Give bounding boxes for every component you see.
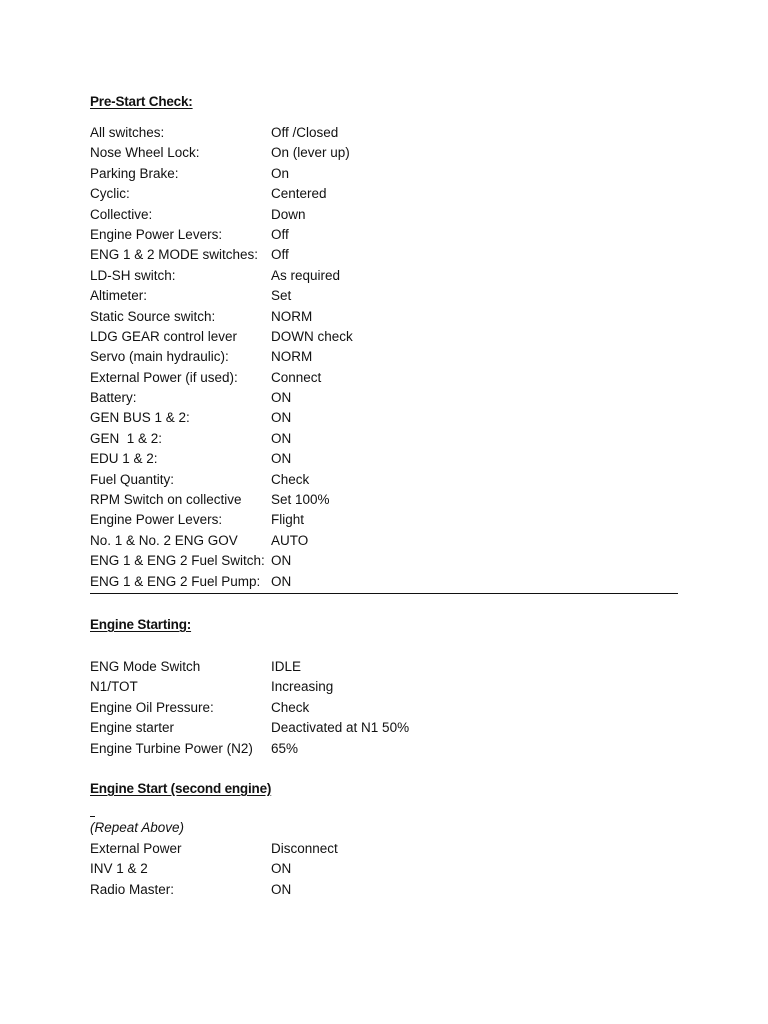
row-label: Engine Power Levers: <box>90 226 223 242</box>
checklist-row <box>90 327 680 347</box>
second-engine-list <box>90 839 680 900</box>
checklist-row <box>90 286 680 306</box>
row-value: Increasing <box>271 679 334 695</box>
row-label: LDG GEAR control lever <box>90 328 238 344</box>
row-value: Off <box>271 247 289 263</box>
row-label: External Power <box>90 841 182 856</box>
pre-start-heading: Pre-Start Check: <box>90 94 193 109</box>
row-value: NORM <box>271 349 313 365</box>
row-value: Deactivated at N1 50% <box>271 720 410 736</box>
row-value: ON <box>271 553 292 569</box>
engine-starting-list <box>90 657 680 759</box>
row-label: Servo (main hydraulic): <box>90 349 229 365</box>
row-value: Check <box>271 699 310 715</box>
row-label: All switches: <box>90 125 165 140</box>
checklist-row <box>90 347 680 367</box>
row-label: Radio Master: <box>90 881 175 897</box>
row-label: Static Source switch: <box>90 308 216 324</box>
row-value: Disconnect <box>271 841 338 856</box>
row-label: Fuel Quantity: <box>90 471 175 487</box>
row-value: Check <box>271 471 310 487</box>
row-value: ON <box>271 430 292 446</box>
checklist-row <box>90 408 680 428</box>
checklist-row <box>90 490 680 510</box>
pre-start-list <box>90 123 680 592</box>
checklist-row <box>90 368 680 388</box>
checklist-row <box>90 449 680 469</box>
checklist-row <box>90 510 680 530</box>
checklist-row <box>90 470 680 490</box>
row-value: Off <box>271 226 289 242</box>
checklist-row <box>90 739 680 759</box>
checklist-row <box>90 266 680 286</box>
row-value: IDLE <box>271 659 302 674</box>
row-label: Altimeter: <box>90 288 148 304</box>
row-value: ON <box>271 881 292 897</box>
row-value: As required <box>271 267 341 283</box>
checklist-row <box>90 143 680 163</box>
row-label: EDU 1 & 2: <box>90 451 158 467</box>
checklist-row <box>90 184 680 204</box>
checklist-row <box>90 531 680 551</box>
row-value: Off /Closed <box>271 125 339 140</box>
row-label: N1/TOT <box>90 679 138 695</box>
checklist-row <box>90 698 680 718</box>
checklist-row <box>90 307 680 327</box>
second-engine-heading: Engine Start (second engine) <box>90 781 272 796</box>
row-value: ON <box>271 861 292 877</box>
checklist-row <box>90 245 680 265</box>
row-label: RPM Switch on collective <box>90 492 242 508</box>
row-label: GEN BUS 1 & 2: <box>90 410 190 426</box>
row-label: Cyclic: <box>90 186 130 202</box>
row-label: ENG Mode Switch <box>90 659 201 674</box>
row-label: ENG 1 & ENG 2 Fuel Switch: <box>90 553 265 569</box>
checklist-row <box>90 839 680 859</box>
section-divider <box>90 593 678 594</box>
checklist-row <box>90 205 680 225</box>
row-label: Engine starter <box>90 720 175 736</box>
checklist-row <box>90 572 680 592</box>
engine-starting-heading: Engine Starting: <box>90 617 192 632</box>
checklist-row <box>90 225 680 245</box>
row-label: No. 1 & No. 2 ENG GOV <box>90 532 238 548</box>
row-value: ON <box>271 573 292 589</box>
row-value: Set 100% <box>271 492 330 508</box>
row-label: ENG 1 & 2 MODE switches: <box>90 247 259 263</box>
row-label: External Power (if used): <box>90 369 238 385</box>
checklist-row <box>90 859 680 879</box>
row-value: ON <box>271 410 292 426</box>
row-value: DOWN check <box>271 328 353 344</box>
checklist-row <box>90 551 680 571</box>
row-value: 65% <box>271 740 299 756</box>
repeat-note: (Repeat Above) <box>90 820 185 835</box>
row-label: GEN 1 & 2: <box>90 430 163 446</box>
checklist-row <box>90 718 680 738</box>
row-value: Connect <box>271 369 322 385</box>
row-value: Centered <box>271 186 327 202</box>
underline-stub <box>90 816 95 817</box>
row-label: ENG 1 & ENG 2 Fuel Pump: <box>90 573 261 589</box>
row-value: NORM <box>271 308 313 324</box>
checklist-row <box>90 164 680 184</box>
checklist-row <box>90 880 680 900</box>
row-label: Engine Turbine Power (N2) <box>90 740 253 756</box>
row-value: Down <box>271 206 306 222</box>
row-label: Parking Brake: <box>90 165 179 181</box>
checklist-row <box>90 657 680 677</box>
row-value: On <box>271 165 290 181</box>
checklist-row <box>90 429 680 449</box>
checklist-row <box>90 388 680 408</box>
checklist-row <box>90 123 680 143</box>
row-value: ON <box>271 451 292 467</box>
row-value: Set <box>271 288 292 304</box>
checklist-row <box>90 677 680 697</box>
row-value: Flight <box>271 512 305 528</box>
row-value: AUTO <box>271 532 309 548</box>
row-label: Nose Wheel Lock: <box>90 145 200 161</box>
row-label: Battery: <box>90 390 137 406</box>
row-value: ON <box>271 390 292 406</box>
row-label: INV 1 & 2 <box>90 861 148 877</box>
row-label: LD-SH switch: <box>90 267 176 283</box>
row-label: Collective: <box>90 206 153 222</box>
row-label: Engine Power Levers: <box>90 512 223 528</box>
row-value: On (lever up) <box>271 145 350 161</box>
row-label: Engine Oil Pressure: <box>90 699 214 715</box>
